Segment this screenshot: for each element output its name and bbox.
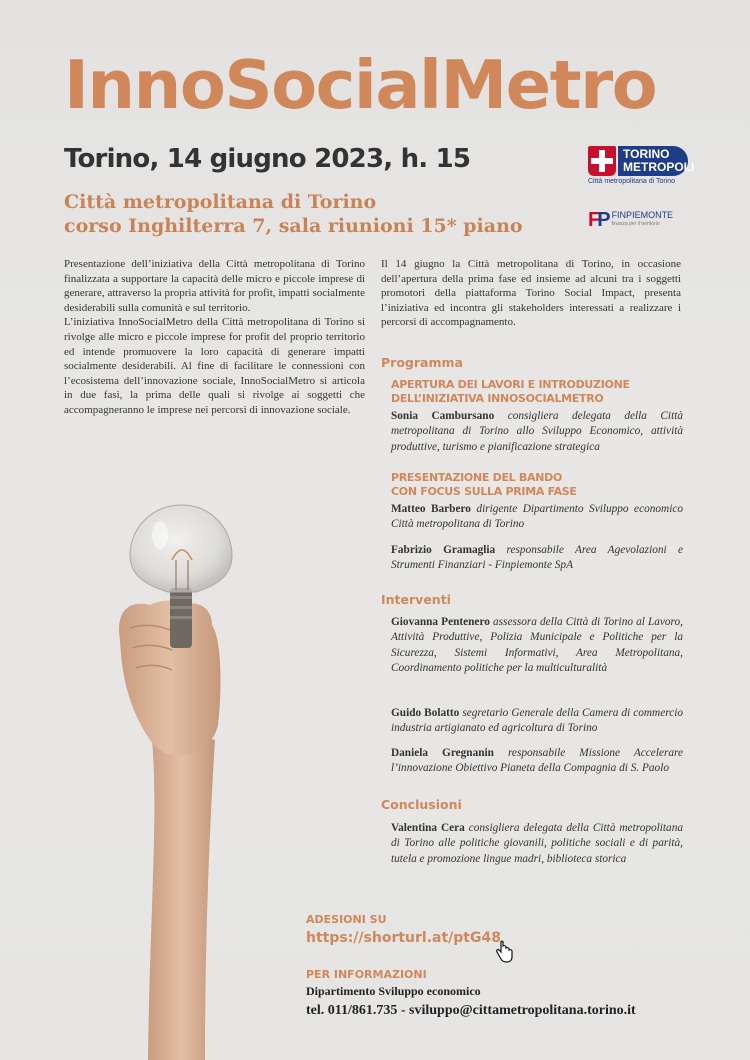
torino-metropoli-logo xyxy=(588,146,695,190)
speaker-entry xyxy=(391,706,683,737)
speaker-name: Giovanna Pentenero xyxy=(391,616,490,628)
section-heading-interventi: Interventi xyxy=(381,592,451,607)
speaker-entry xyxy=(391,615,683,676)
finpiemonte-name: FINPIEMONTE xyxy=(611,210,674,220)
page-title: InnoSocialMetro xyxy=(64,46,657,124)
speaker-name: Valentina Cera xyxy=(391,822,465,834)
venue-line: corso Inghilterra 7, sala riunioni 15* piano xyxy=(64,215,523,237)
agenda-item-heading: APERTURA DEI LAVORI E INTRODUZIONE DELL’INIZIATIVA INNOSOCIALMETRO xyxy=(391,378,630,405)
speaker-name: Matteo Barbero xyxy=(391,503,471,515)
venue-line: Città metropolitana di Torino xyxy=(64,191,377,213)
section-heading-conclusioni: Conclusioni xyxy=(381,797,462,812)
section-heading-programma: Programma xyxy=(381,355,463,370)
finpiemonte-logo xyxy=(588,206,688,234)
info-label: PER INFORMAZIONI xyxy=(306,968,427,981)
speaker-entry xyxy=(391,543,683,574)
speaker-name: Sonia Cambursano xyxy=(391,410,495,422)
intro-paragraph: L’iniziativa InnoSocialMetro della Città metropolitana di Torino si rivolge alle micro e piccole imprese for profit del proprio territorio ed intende promuovere la loro capacità di generare impatti socialmente desiderabili. Al fine di facilitare le connessioni con l’ecosistema dell’innovazione sociale, InnoSocialMetro si articola in due fasi, la prima delle quali si rivolge ai soggetti che accompagneranno le imprese nei percorsi di innovazione sociale. xyxy=(64,316,365,416)
event-date: Torino, 14 giugno 2023, h. 15 xyxy=(64,144,471,174)
speaker-role: assessora della Città di Torino al Lavoro, Attività Produttive, Polizia Municipale e Politiche per la Sicurezza, Sistemi Informativi, Area Metropolitana, Coordinamento politiche per la multiculturalità xyxy=(391,616,683,674)
speaker-role: dirigente Dipartimento Sviluppo economico Città metropolitana di Torino xyxy=(391,503,683,531)
event-venue xyxy=(64,190,523,238)
agenda-item-heading: PRESENTAZIONE DEL BANDO CON FOCUS SULLA PRIMA FASE xyxy=(391,471,577,498)
registration-label: ADESIONI SU xyxy=(306,913,387,926)
speaker-entry xyxy=(391,746,683,777)
finpiemonte-tagline: finanza per il territorio xyxy=(611,221,660,227)
event-description: Il 14 giugno la Città metropolitana di Torino, in occasione dell’apertura della prima fase ed insieme ad alcuni tra i soggetti promotori della piattaforma Torino Social Impact, presenta l’iniziativa ed incontra gli stakeholders interessati a realizzare i percorsi di accompagnamento. xyxy=(381,258,681,329)
speaker-entry xyxy=(391,821,683,867)
hand-cursor-icon xyxy=(494,940,514,964)
speaker-name: Guido Bolatto xyxy=(391,707,460,719)
torino-logo-wordmark: TORINO METROPOLI xyxy=(618,146,688,176)
speaker-entry xyxy=(391,409,683,455)
finpiemonte-mark: FP xyxy=(588,208,608,231)
speaker-name: Fabrizio Gramaglia xyxy=(391,544,496,556)
speaker-role: responsabile Area Agevolazioni e Strumenti Finanziari - Finpiemonte SpA xyxy=(391,544,683,572)
department-name: Dipartimento Sviluppo economico xyxy=(306,984,481,998)
registration-link[interactable]: https://shorturl.at/ptG48 xyxy=(306,930,501,946)
speaker-role: segretario Generale della Camera di commercio industria artigianato ed agricoltura di Torino xyxy=(391,707,683,735)
torino-shield-icon xyxy=(588,146,616,176)
speaker-role: consigliera delegata della Città metropolitana di Torino allo Sviluppo Economico, attività produttive, turismo e pianificazione strategica xyxy=(391,410,683,453)
speaker-name: Daniela Gregnanin xyxy=(391,747,494,759)
contact-line: tel. 011/861.735 - sviluppo@cittametropolitana.torino.it xyxy=(306,1003,636,1018)
speaker-role: responsabile Missione Accelerare l’innovazione Obiettivo Pianeta della Compagnia di S. Paolo xyxy=(391,747,684,775)
speaker-entry xyxy=(391,502,683,533)
intro-text xyxy=(64,257,365,418)
intro-paragraph: Presentazione dell’iniziativa della Città metropolitana di Torino finalizzata a supportare la capacità delle micro e piccole imprese di generare, attraverso la propria attività for profit, impatti socialmente desiderabili sulla comunità e sul territorio. xyxy=(64,258,365,314)
speaker-role: consigliera delegata della Città metropolitana di Torino alle politiche giovanili, politiche sociali e di parità, tutela e promozione lingue madri, biblioteca storica xyxy=(391,822,683,865)
torino-logo-subtitle: Città metropolitana di Torino xyxy=(588,178,676,185)
